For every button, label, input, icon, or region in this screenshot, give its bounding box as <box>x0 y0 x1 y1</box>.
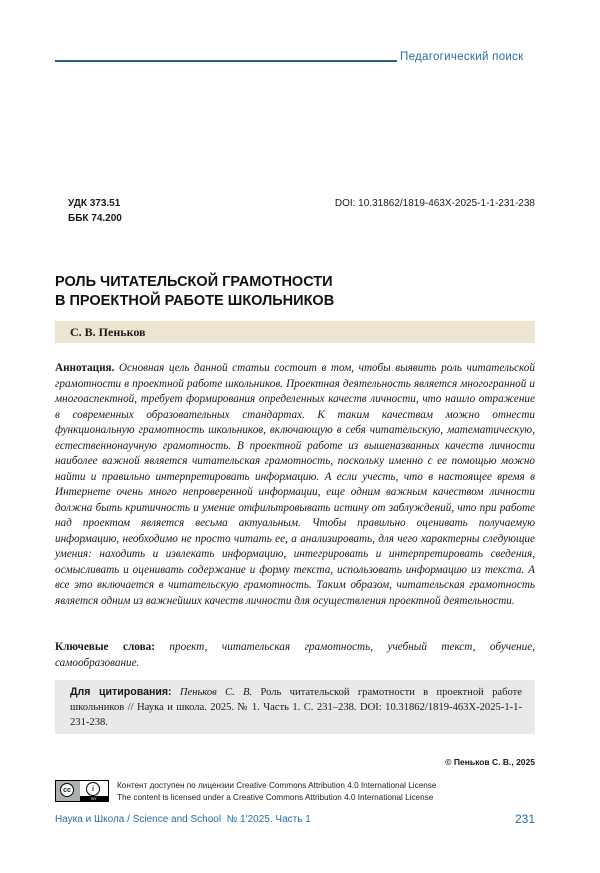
doi-link[interactable]: DOI: 10.31862/1819-463X-2025-1-1-231-238 <box>335 196 535 211</box>
cc-logo-icon: cc <box>60 783 74 797</box>
cc-by-badge[interactable] <box>55 780 109 802</box>
bbk-code: ББК 74.200 <box>68 211 122 226</box>
title-line-2: В ПРОЕКТНОЙ РАБОТЕ ШКОЛЬНИКОВ <box>55 292 535 311</box>
header-rule <box>55 60 397 62</box>
attribution-person-icon: i <box>86 782 100 796</box>
by-label: BY <box>80 796 108 801</box>
classification-codes <box>68 196 122 226</box>
abstract <box>55 361 535 609</box>
citation <box>70 685 522 730</box>
keywords-label: Ключевые слова: <box>55 641 155 653</box>
license-line-ru: Контент доступен по лицензии Creative Commons Attribution 4.0 International License <box>117 780 436 792</box>
abstract-label: Аннотация. <box>55 362 114 374</box>
page-number: 231 <box>515 812 535 826</box>
title-line-1: РОЛЬ ЧИТАТЕЛЬСКОЙ ГРАМОТНОСТИ <box>55 273 535 292</box>
footer-journal: Наука и Школа / Science and School № 1'2025. Часть 1 <box>55 814 311 825</box>
abstract-text: Основная цель данной статьи состоит в том, чтобы выявить роль читательской грамотности в проектной работе школьников. Проектная деятельность является многогранной и многоаспектной, требует формирования определенных качеств личности, что нашло отражение в современных образовательных стандартах. К таким качествам можно отнести функциональную грамотность школьников, включающую в себя читательскую, математическую, естественнонаучную грамотность. В проектной работе из вышеназванных качеств личности наиболее важной является читательская грамотность, поскольку именно с ее помощью можно найти и правильно интерпретировать информацию. А если учесть, что в настоящее время в Интернете очень много непроверенной информации, еще одним важным качеством личности должна быть критичность и умение отфильтровывать истину от заблуждений, что при работе над проектом является весьма актуальным. Чтобы правильно оценивать получаемую информацию, необходимо не просто читать ее, а анализировать, для чего характерны следующие умения: находить и извлекать информацию, интегрировать и интерпретировать сведения, осмысливать и оценивать содержание и форму текста, использовать информацию из текста. А все это включается в читательскую грамотность. Таким образом, читательская грамотность является одним из важнейших качеств личности для осуществления проектной деятельности. <box>55 362 535 607</box>
section-title: Педагогический поиск <box>400 51 524 63</box>
author-name: С. В. Пеньков <box>70 325 146 340</box>
keywords <box>55 640 535 671</box>
citation-label: Для цитирования: <box>70 686 172 698</box>
license-text <box>117 780 436 804</box>
copyright: © Пеньков С. В., 2025 <box>445 757 535 767</box>
keywords-text: проект, читательская грамотность, учебный текст, обучение, самообразование. <box>55 641 535 669</box>
license-line-en: The content is licensed under a Creative Commons Attribution 4.0 International License <box>117 792 436 804</box>
citation-text: Роль читательской грамотности в проектной работе школьников // Наука и школа. 2025. № 1. Часть 1. С. 231–238. DOI: 10.31862/1819-463X-2025-1-1-231-238. <box>70 687 522 728</box>
udk-code: УДК 373.51 <box>68 196 122 211</box>
article-title <box>55 273 535 311</box>
citation-author: Пеньков С. В. <box>180 687 252 698</box>
